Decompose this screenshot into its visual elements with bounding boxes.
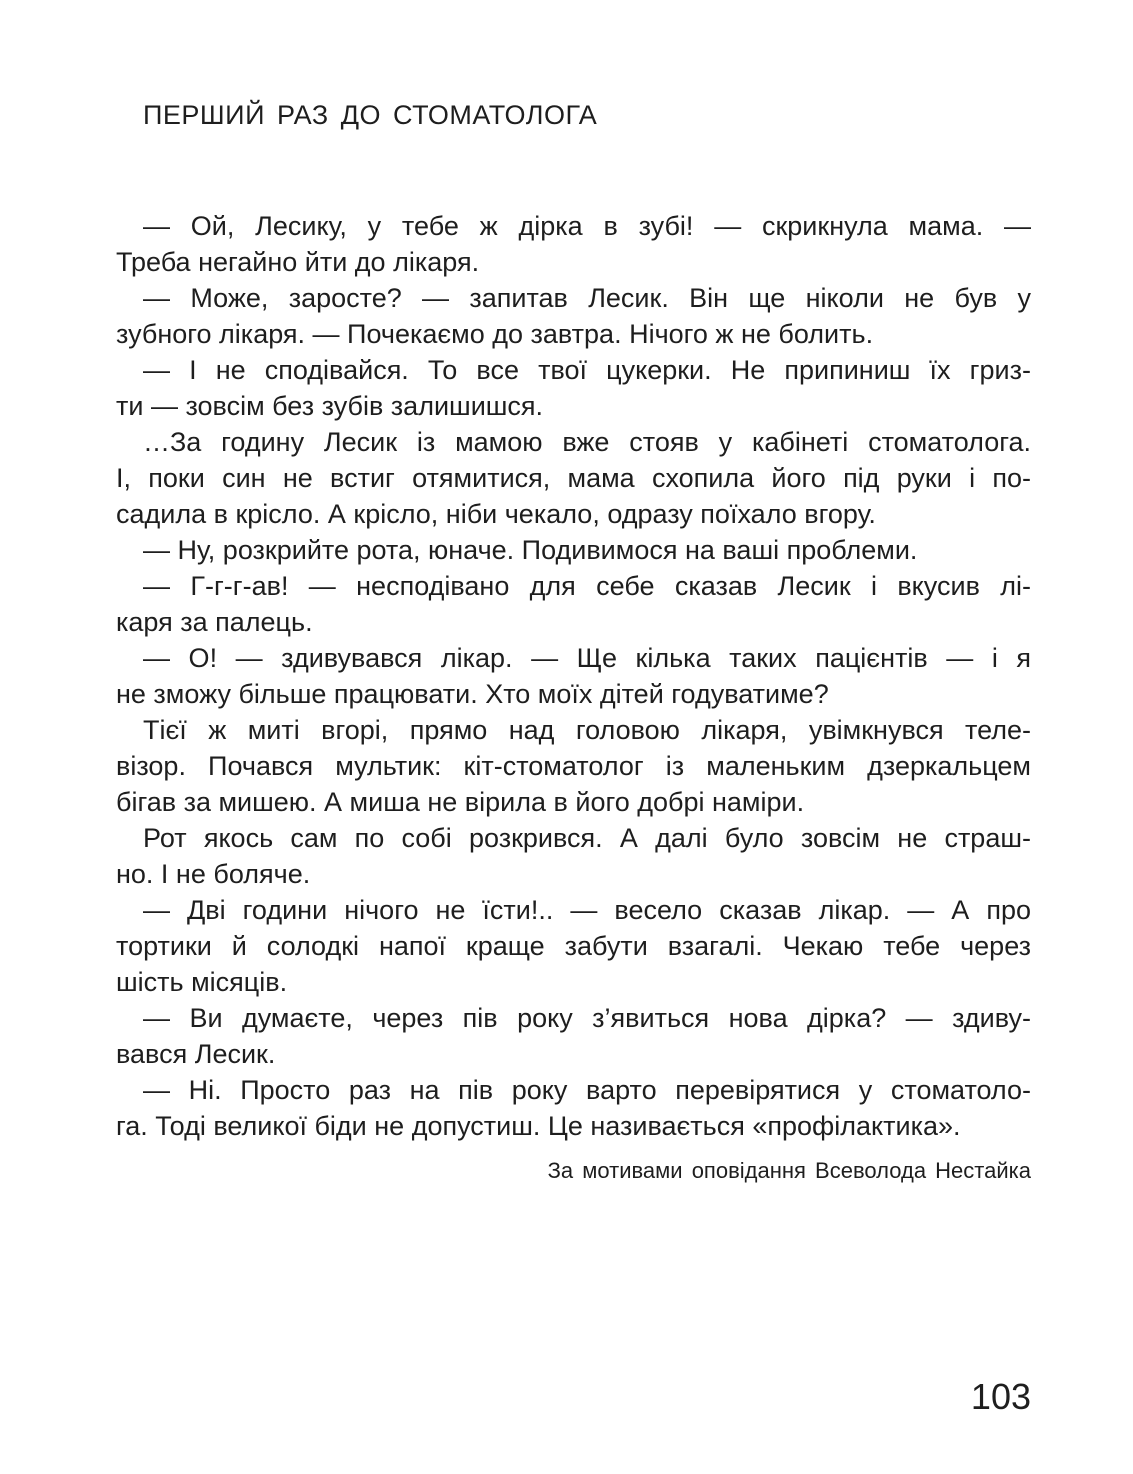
story-line: — Ну, розкрийте рота, юначе. Подивимося на ваші проблеми. — [143, 535, 918, 565]
story-line: І, поки син не встиг отямитися, мама схопила його під руки і по- — [116, 463, 1031, 493]
story-paragraph — [116, 424, 1031, 532]
story-line: — Ой, Лесику, у тебе ж дірка в зубі! — скрикнула мама. — — [143, 211, 1031, 241]
story-paragraph — [116, 1000, 1031, 1072]
page-number: 103 — [970, 1376, 1031, 1417]
story-line: га. Тоді великої біди не допустиш. Це називається «профілактика». — [116, 1111, 961, 1141]
story-line: шість місяців. — [116, 967, 288, 997]
story-line: — О! — здивувався лікар. — Ще кілька таких пацієнтів — і я — [143, 643, 1031, 673]
attribution: За мотивами оповідання Всеволода Нестайка — [547, 1158, 1031, 1183]
story-paragraph — [116, 820, 1031, 892]
story-line: — І не сподівайся. То все твої цукерки. Не припиниш їх гриз- — [143, 355, 1031, 385]
story-paragraph — [116, 532, 1031, 568]
story-paragraph — [116, 712, 1031, 820]
story-line: візор. Почався мультик: кіт-стоматолог із маленьким дзеркальцем — [116, 751, 1031, 781]
story-line: тортики й солодкі напої краще забути взагалі. Чекаю тебе через — [116, 931, 1031, 961]
story-line: — Може, заросте? — запитав Лесик. Він ще ніколи не був у — [143, 283, 1031, 313]
story-line: каря за палець. — [116, 607, 313, 637]
story-line: — Дві години нічого не їсти!.. — весело сказав лікар. — А про — [143, 895, 1031, 925]
story-line: — Г-г-г-ав! — несподівано для себе сказав Лесик і вкусив лі- — [143, 571, 1031, 601]
story-line: зубного лікаря. — Почекаємо до завтра. Нічого ж не болить. — [116, 319, 874, 349]
story-paragraph — [116, 568, 1031, 640]
story-line: Рот якось сам по собі розкрився. А далі було зовсім не страш- — [143, 823, 1031, 853]
story-paragraph — [116, 352, 1031, 424]
story-title: ПЕРШИЙ РАЗ ДО СТОМАТОЛОГА — [143, 100, 598, 130]
story-line: садила в крісло. А крісло, ніби чекало, одразу поїхало вгору. — [116, 499, 876, 529]
story-line: но. І не боляче. — [116, 859, 311, 889]
story-line: Тієї ж миті вгорі, прямо над головою лікаря, увімкнувся теле- — [143, 715, 1031, 745]
story-paragraph — [116, 280, 1031, 352]
story-line: вався Лесик. — [116, 1039, 276, 1069]
story-line: — Ви думаєте, через пів року з’явиться нова дірка? — здиву- — [143, 1003, 1031, 1033]
story-line: — Ні. Просто раз на пів року варто перевірятися у стоматоло- — [143, 1075, 1031, 1105]
story-line: бігав за мишею. А миша не вірила в його добрі наміри. — [116, 787, 805, 817]
story-paragraph — [116, 892, 1031, 1000]
story-paragraph — [116, 208, 1031, 280]
story-line: …За годину Лесик із мамою вже стояв у кабінеті стоматолога. — [143, 427, 1031, 457]
story-text — [116, 208, 1031, 1144]
story-line: ти — зовсім без зубів залишишся. — [116, 391, 544, 421]
story-paragraph — [116, 640, 1031, 712]
story-line: не зможу більше працювати. Хто моїх дітей годуватиме? — [116, 679, 829, 709]
story-line: Треба негайно йти до лікаря. — [116, 247, 480, 277]
story-paragraph — [116, 1072, 1031, 1144]
